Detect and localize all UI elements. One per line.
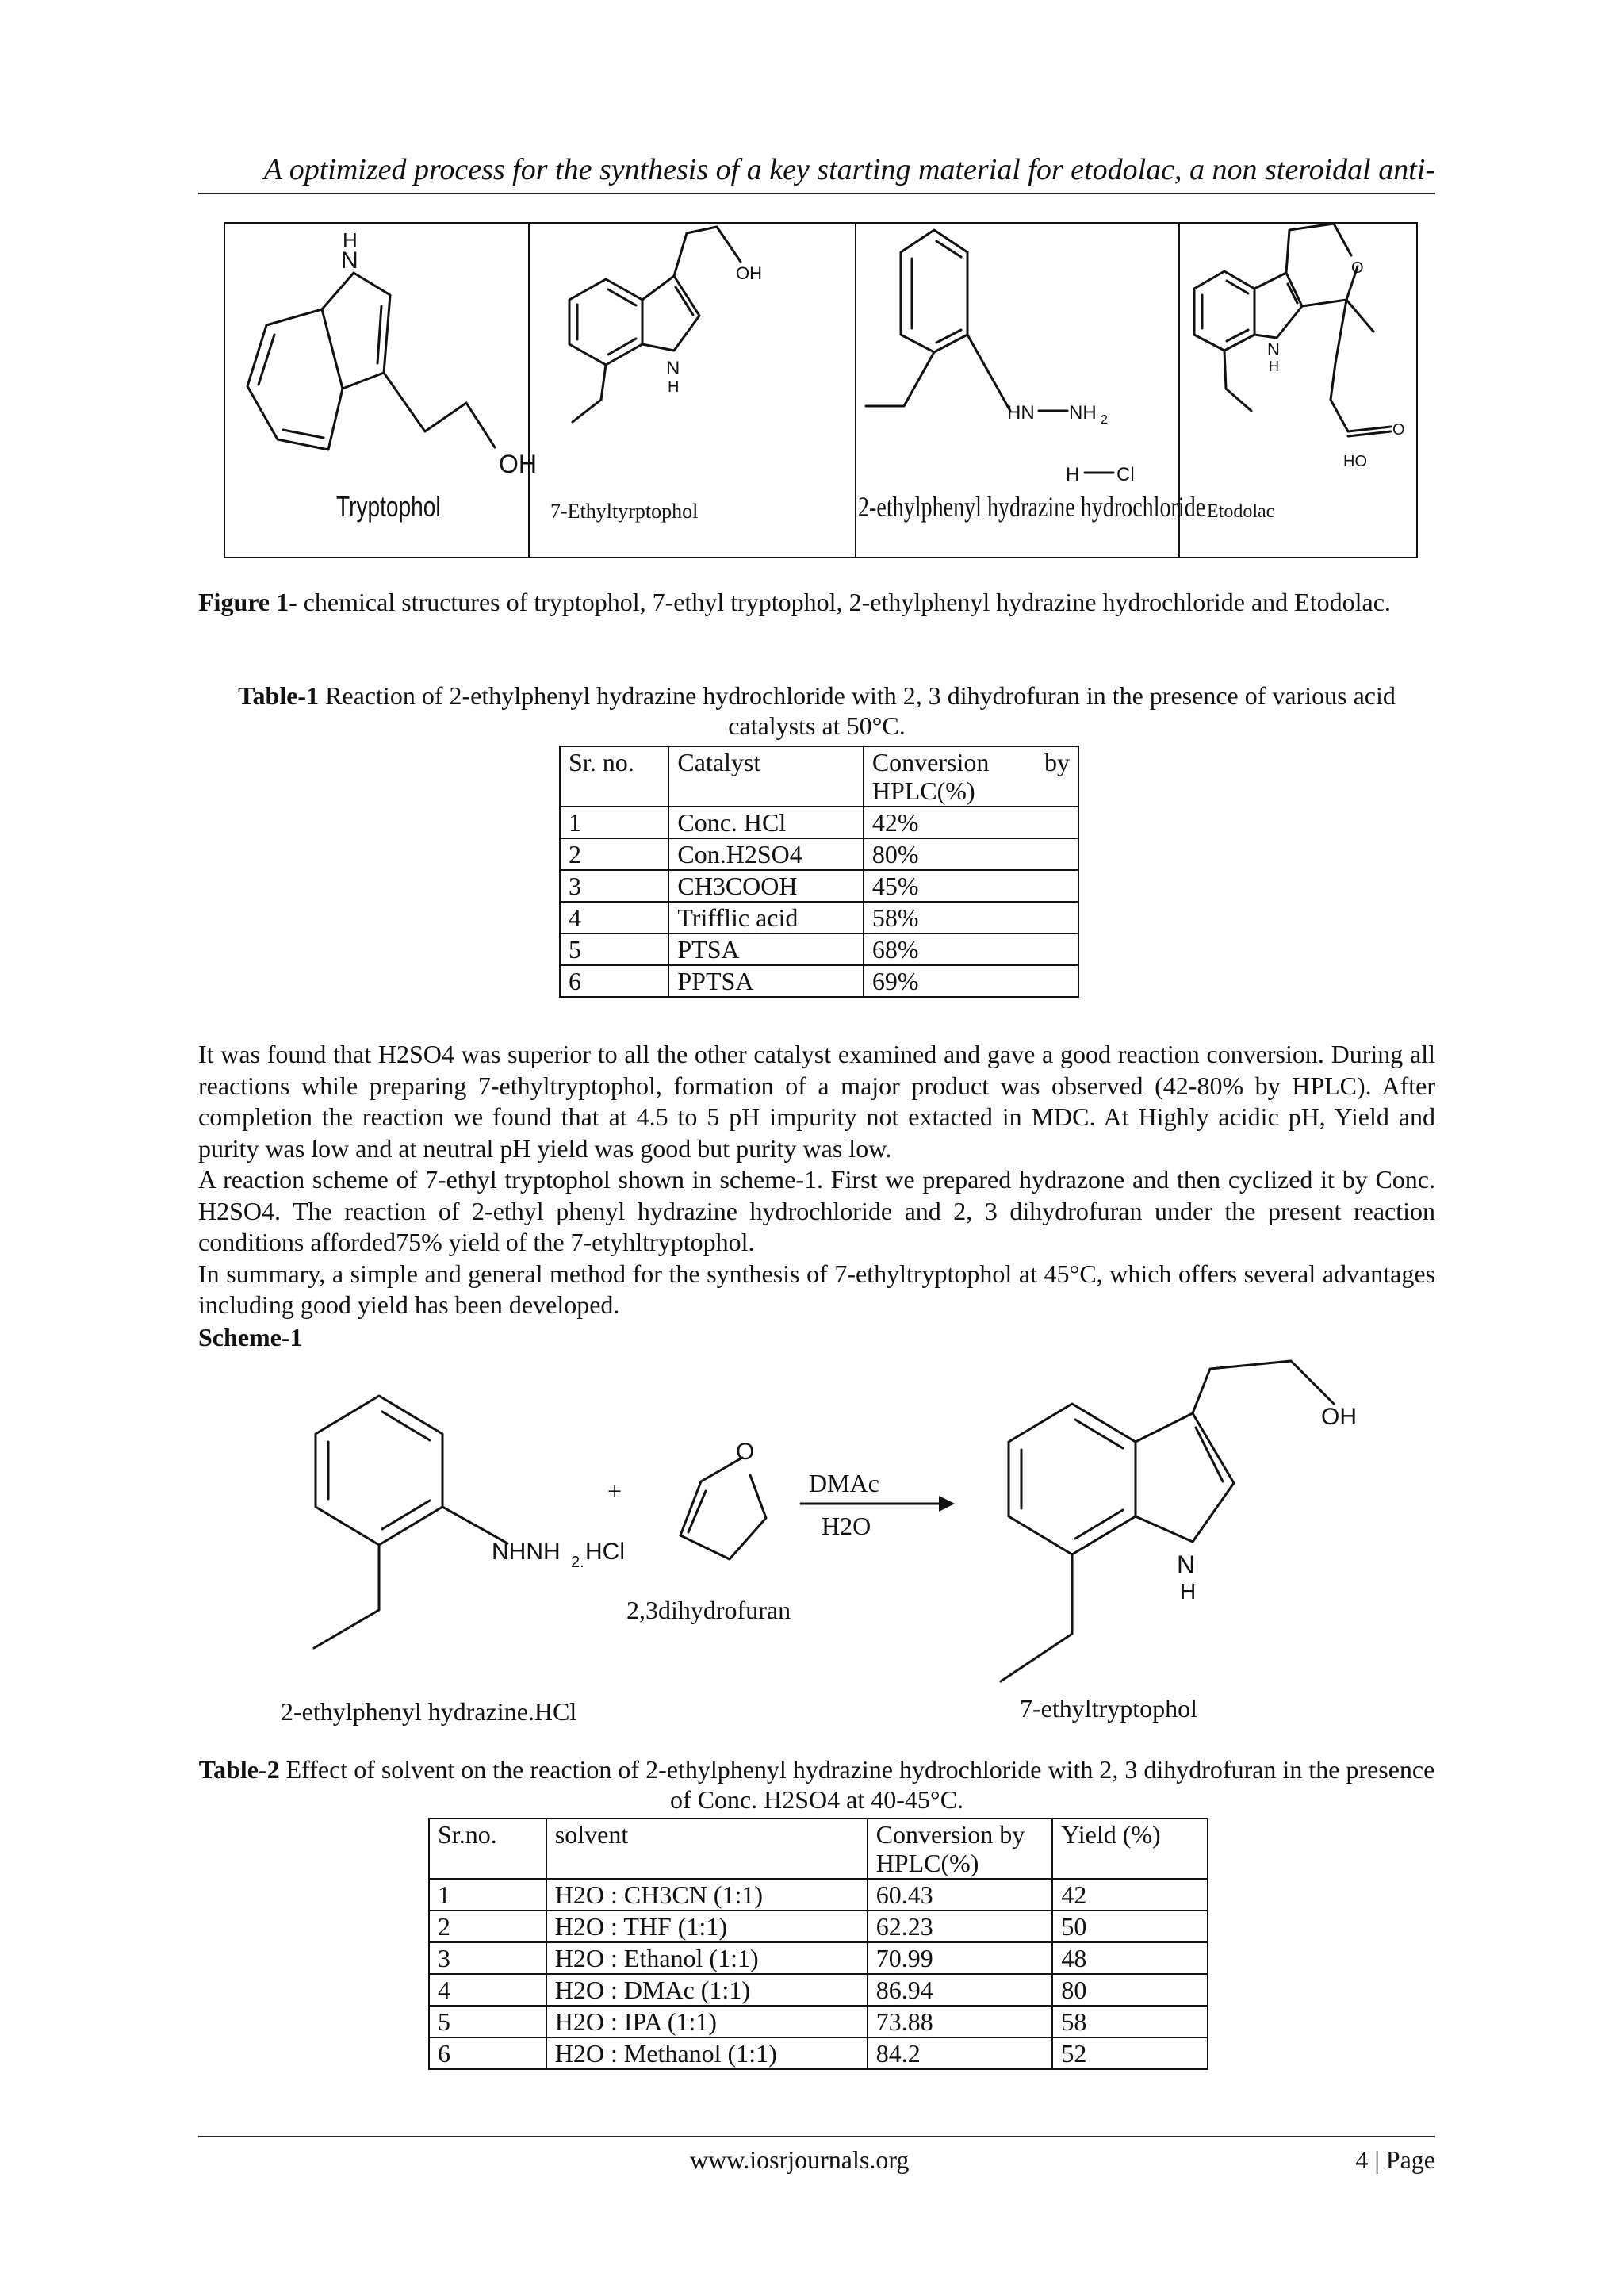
table-cell: 52	[1052, 2037, 1208, 2069]
svg-text:2.: 2.	[571, 1554, 584, 1571]
compound-name-hydrazine-hcl: 2-ethylphenyl hydrazine hydrochloride	[858, 491, 1206, 523]
table-cell: Conc. HCl	[668, 807, 863, 838]
table-cell: Trifflic acid	[668, 902, 863, 933]
table-cell: H2O : Ethanol (1:1)	[546, 1942, 868, 1974]
table-cell: 2	[429, 1911, 546, 1942]
table-2-label: Table-2	[198, 1755, 280, 1784]
table-cell: 5	[560, 933, 668, 965]
svg-text:H: H	[1180, 1579, 1197, 1604]
figure-1	[224, 222, 1418, 558]
table-cell: 62.23	[868, 1911, 1053, 1942]
svg-text:NHNH: NHNH	[492, 1539, 561, 1565]
running-header: A optimized process for the synthesis of a key starting material for etodolac, a non steroidal anti-	[263, 153, 1435, 186]
table-row	[429, 2037, 1208, 2069]
svg-text:HO: HO	[1343, 453, 1367, 470]
table-cell: 6	[429, 2037, 546, 2069]
svg-text:H: H	[343, 228, 358, 252]
table-cell: 70.99	[868, 1942, 1053, 1974]
table-cell: 6	[560, 965, 668, 997]
plus-sign: +	[607, 1477, 622, 1505]
table-row	[560, 933, 1078, 965]
table-cell: 69%	[864, 965, 1078, 997]
table-2-header-cell: Sr.no.	[429, 1819, 546, 1879]
table-row	[560, 838, 1078, 870]
table-1-header-cell: Sr. no.	[560, 746, 668, 807]
table-cell: 58	[1052, 2006, 1208, 2037]
table-row	[560, 870, 1078, 902]
reagent-bottom: H2O	[822, 1512, 871, 1540]
table-row	[560, 965, 1078, 997]
figure-1-caption	[198, 587, 1435, 617]
compound-name-tryptophol: Tryptophol	[336, 490, 441, 523]
scheme-1-diagram	[0, 1348, 1624, 1729]
table-1-header-row	[560, 746, 1078, 807]
table-cell: PTSA	[668, 933, 863, 965]
table-row	[429, 1974, 1208, 2006]
table-2-header-cell: Yield (%)	[1052, 1819, 1208, 1879]
svg-text:O: O	[1392, 421, 1405, 439]
table-cell: 2	[560, 838, 668, 870]
table-row	[560, 807, 1078, 838]
figure-cell-tryptophol	[225, 224, 537, 557]
table-cell: 1	[560, 807, 668, 838]
svg-text:N: N	[666, 358, 680, 379]
footer-url[interactable]: www.iosrjournals.org	[690, 2145, 910, 2174]
scheme-1-title: Scheme-1	[198, 1323, 303, 1351]
figure-cell-hydrazine-hcl	[855, 224, 1206, 557]
table-row	[429, 1911, 1208, 1942]
table-cell: H2O : Methanol (1:1)	[546, 2037, 868, 2069]
table-row	[429, 1879, 1208, 1911]
table-2-caption	[198, 1754, 1435, 1815]
footer-rule	[198, 2136, 1435, 2137]
table-cell: 5	[429, 2006, 546, 2037]
svg-text:N: N	[341, 247, 358, 274]
svg-text:H: H	[668, 378, 680, 396]
table-1-caption-text: Reaction of 2-ethylphenyl hydrazine hydrochloride with 2, 3 dihydrofuran in the presence of various acid catalysts at 50°C.	[319, 681, 1396, 740]
figure-cell-etodolac	[1178, 224, 1416, 557]
product-label: 7-ethyltryptophol	[1020, 1694, 1197, 1723]
svg-text:N: N	[1267, 339, 1280, 359]
svg-text:OH: OH	[736, 263, 762, 283]
table-cell: 68%	[864, 933, 1078, 965]
svg-text:OH: OH	[499, 450, 537, 478]
table-2-header-row	[429, 1819, 1208, 1879]
reactant-2-label: 2,3dihydrofuran	[626, 1596, 791, 1624]
svg-text:O: O	[1351, 259, 1364, 277]
table-cell: 80	[1052, 1974, 1208, 2006]
table-cell: H2O : CH3CN (1:1)	[546, 1879, 868, 1911]
table-cell: 3	[560, 870, 668, 902]
svg-text:H: H	[1269, 358, 1279, 374]
table-cell: 80%	[864, 838, 1078, 870]
compound-name-etodolac: Etodolac	[1207, 501, 1275, 522]
table-cell: 73.88	[868, 2006, 1053, 2037]
table-1-caption	[198, 680, 1435, 741]
reactant-1-label: 2-ethylphenyl hydrazine.HCl	[281, 1697, 577, 1726]
table-row	[560, 902, 1078, 933]
table-1-header-cell: Conversion by HPLC(%)	[864, 746, 1078, 807]
table-cell: H2O : THF (1:1)	[546, 1911, 868, 1942]
svg-text:O: O	[736, 1439, 755, 1465]
table-cell: H2O : DMAc (1:1)	[546, 1974, 868, 2006]
svg-text:2: 2	[1101, 413, 1108, 427]
paragraph: It was found that H2SO4 was superior to all the other catalyst examined and gave a good reaction conversion. During all reactions while preparing 7-ethyltryptophol, formation of a major product was observed (42-80% by HPLC). After completion the reaction we found that at 4.5 to 5 pH impurity not extacted in MDC. At Highly acidic pH, Yield and purity was low and at neutral pH yield was good but purity was low.	[198, 1040, 1435, 1163]
figure-cell-7-ethyltryptophol	[528, 224, 856, 557]
table-cell: 86.94	[868, 1974, 1053, 2006]
table-cell: 45%	[864, 870, 1078, 902]
paragraph: A reaction scheme of 7-ethyl tryptophol shown in scheme-1. First we prepared hydrazone and then cyclized it by Conc. H2SO4. The reaction of 2-ethyl phenyl hydrazine hydrochloride and 2, 3 dihydrofuran under the present reaction conditions afforded75% yield of the 7-etyhltryptophol.	[198, 1165, 1435, 1256]
figure-1-caption-text: chemical structures of tryptophol, 7-ethyl tryptophol, 2-ethylphenyl hydrazine hydrochloride and Etodolac.	[297, 588, 1391, 616]
table-cell: 4	[429, 1974, 546, 2006]
table-cell: PPTSA	[668, 965, 863, 997]
table-1	[559, 746, 1079, 998]
header-rule	[198, 193, 1435, 194]
table-cell: 50	[1052, 1911, 1208, 1942]
svg-text:Cl: Cl	[1116, 464, 1135, 485]
reagent-top: DMAc	[809, 1469, 879, 1497]
table-2-caption-text: Effect of solvent on the reaction of 2-ethylphenyl hydrazine hydrochloride with 2, 3 dihydrofuran in the presence of Conc. H2SO4 at 40-45°C.	[279, 1755, 1435, 1814]
table-2	[428, 1818, 1208, 2070]
svg-text:N: N	[1177, 1550, 1196, 1579]
body-text	[198, 1039, 1435, 1321]
figure-1-caption-label: Figure 1-	[198, 588, 297, 616]
table-cell: Con.H2SO4	[668, 838, 863, 870]
table-cell: 48	[1052, 1942, 1208, 1974]
table-row	[429, 2006, 1208, 2037]
svg-text:OH: OH	[1321, 1404, 1357, 1430]
svg-text:HN: HN	[1007, 402, 1035, 424]
table-cell: 3	[429, 1942, 546, 1974]
table-row	[429, 1942, 1208, 1974]
table-cell: 42	[1052, 1879, 1208, 1911]
table-cell: 42%	[864, 807, 1078, 838]
table-cell: 84.2	[868, 2037, 1053, 2069]
svg-text:NH: NH	[1069, 402, 1097, 424]
compound-name-7-ethyltryptophol: 7-Ethyltyrptophol	[550, 500, 699, 523]
table-2-header-cell: solvent	[546, 1819, 868, 1879]
table-cell: 60.43	[868, 1879, 1053, 1911]
paragraph: In summary, a simple and general method for the synthesis of 7-ethyltryptophol at 45°C, which offers several advantages including good yield has been developed.	[198, 1259, 1435, 1319]
table-2-header-cell: Conversion by HPLC(%)	[868, 1819, 1053, 1879]
table-cell: 4	[560, 902, 668, 933]
table-cell: CH3COOH	[668, 870, 863, 902]
table-cell: 1	[429, 1879, 546, 1911]
svg-text:HCl: HCl	[585, 1539, 625, 1565]
table-cell: H2O : IPA (1:1)	[546, 2006, 868, 2037]
svg-text:H: H	[1066, 464, 1080, 485]
table-cell: 58%	[864, 902, 1078, 933]
table-1-header-cell: Catalyst	[668, 746, 863, 807]
page-number: 4 | Page	[1355, 2145, 1435, 2174]
table-1-label: Table-1	[238, 681, 320, 710]
